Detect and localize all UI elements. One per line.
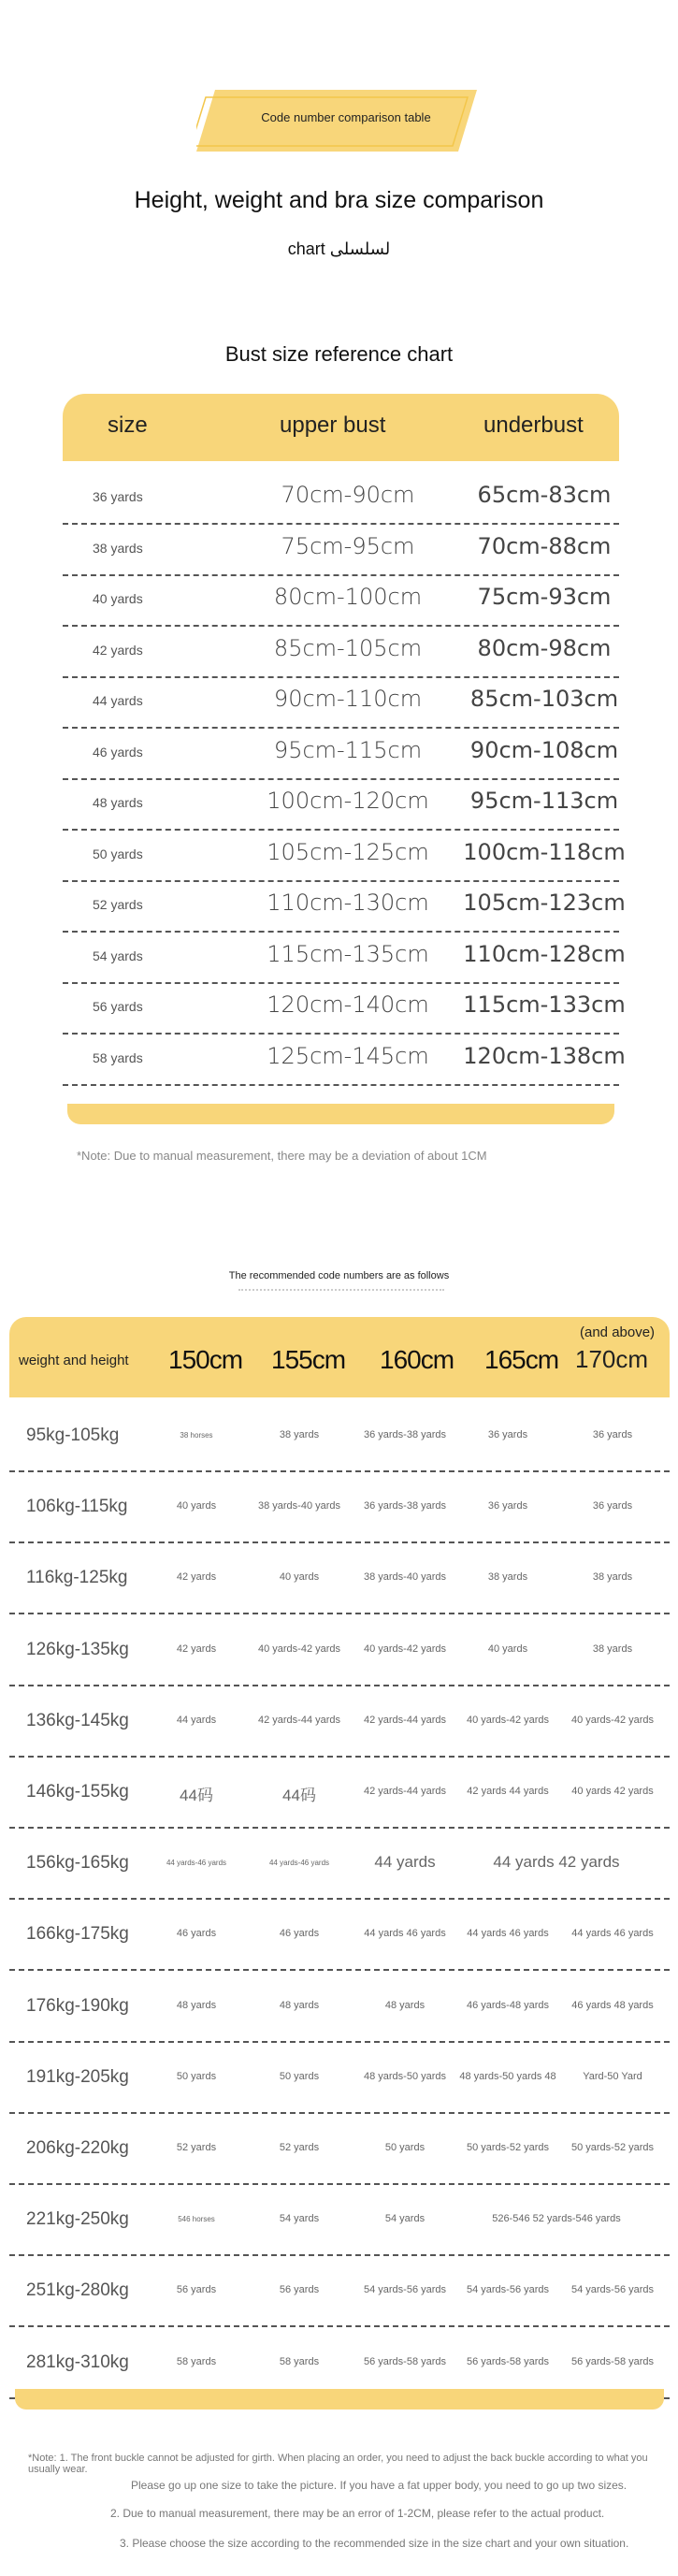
recommend-table-header — [9, 1317, 670, 1397]
height-155: 155cm — [271, 1345, 346, 1374]
size-recommendation-cell: 36 yards — [592, 1500, 633, 1512]
size-recommendation-cell: 52 yards — [176, 2142, 217, 2153]
underbust-cell: 90cm-108cm — [469, 736, 619, 763]
size-recommendation-cell: 50 yards-52 yards — [466, 2142, 550, 2153]
weight-cell: 156kg-165kg — [26, 1853, 129, 1874]
size-cell: 48 yards — [93, 795, 143, 810]
size-recommendation-cell: 50 yards — [176, 2070, 217, 2082]
size-recommendation-cell: 40 yards — [487, 1643, 528, 1655]
recommend-table-row — [9, 1470, 670, 1543]
underbust-cell: 105cm-123cm — [463, 890, 626, 916]
height-150: 150cm — [168, 1345, 243, 1374]
size-recommendation-cell: 526-546 52 yards-546 yards — [492, 2213, 621, 2225]
weight-cell: 281kg-310kg — [26, 2352, 129, 2372]
recommend-table-row — [9, 1970, 670, 2043]
col-size: size — [108, 412, 148, 438]
size-recommendation-cell: 44 yards 46 yards — [467, 1928, 549, 1940]
bust-table-row — [63, 1034, 626, 1086]
size-recommendation-cell: 46 yards 48 yards — [571, 1999, 654, 2011]
weight-cell: 176kg-190kg — [26, 1995, 129, 2016]
bust-table-row — [63, 676, 619, 729]
size-recommendation-cell: 44 yards-46 yards — [166, 1859, 227, 1868]
size-cell: 52 yards — [93, 897, 143, 912]
size-recommendation-cell: 52 yards — [279, 2142, 320, 2153]
ribbon-title: Code number comparison table — [261, 110, 431, 124]
size-recommendation-cell: 42 yards-44 yards — [363, 1786, 447, 1797]
size-recommendation-cell: 38 yards — [592, 1571, 633, 1584]
bust-table-row — [63, 932, 626, 984]
size-recommendation-cell: 44 yards 42 yards — [493, 1853, 620, 1872]
note-1: *Note: 1. The front buckle cannot be adjusted for girth. When placing an order, you need to adjust the back buckle according to what you usually wear. — [28, 2453, 648, 2475]
weight-cell: 146kg-155kg — [26, 1782, 129, 1802]
weight-cell: 221kg-250kg — [26, 2209, 129, 2230]
weight-cell: 126kg-135kg — [26, 1639, 129, 1659]
size-recommendation-cell: 54 yards-56 yards — [363, 2284, 447, 2296]
recommend-table-row — [9, 1614, 670, 1686]
upper-bust-cell: 85cm-105cm — [273, 634, 423, 661]
recommend-table-row — [9, 1399, 670, 1472]
size-cell: 42 yards — [93, 642, 143, 658]
size-recommendation-cell: 48 yards — [279, 1999, 320, 2011]
size-cell: 38 yards — [93, 540, 143, 556]
underbust-cell: 110cm-128cm — [463, 940, 626, 967]
weight-cell: 166kg-175kg — [26, 1924, 129, 1945]
weight-cell: 206kg-220kg — [26, 2138, 129, 2158]
note-1-cont: Please go up one size to take the picture. If you have a fat upper body, you need to go up two sizes. — [131, 2479, 628, 2492]
recommend-table-row — [9, 2112, 670, 2185]
size-cell: 36 yards — [93, 489, 143, 504]
size-recommendation-cell: 54 yards-56 yards — [466, 2284, 550, 2296]
size-recommendation-cell: 56 yards-58 yards — [466, 2355, 550, 2367]
upper-bust-cell: 80cm-100cm — [273, 584, 423, 610]
bust-table-row — [63, 728, 619, 780]
height-170: 170cm — [575, 1345, 649, 1373]
bust-table-row — [63, 626, 619, 678]
size-recommendation-cell: 44 yards — [374, 1853, 436, 1872]
size-recommendation-cell: Yard-50 Yard — [583, 2070, 642, 2082]
weight-cell: 116kg-125kg — [26, 1568, 128, 1588]
size-recommendation-cell: 56 yards — [176, 2284, 217, 2296]
upper-bust-cell: 90cm-110cm — [273, 686, 423, 712]
bust-note: *Note: Due to manual measurement, there may be a deviation of about 1CM — [77, 1149, 487, 1163]
underbust-cell: 65cm-83cm — [477, 482, 612, 508]
weight-cell: 136kg-145kg — [26, 1710, 129, 1730]
size-recommendation-cell: 42 yards-44 yards — [257, 1714, 341, 1726]
size-cell: 44 yards — [93, 693, 143, 708]
weight-height-label: weight and height — [19, 1353, 129, 1368]
underbust-cell: 120cm-138cm — [463, 1042, 626, 1069]
size-recommendation-cell: 48 yards — [384, 1999, 426, 2011]
size-recommendation-cell: 42 yards — [176, 1643, 217, 1655]
size-recommendation-cell: 46 yards-48 yards — [466, 1999, 550, 2011]
size-recommendation-cell: 546 horses — [178, 2215, 215, 2224]
recommend-title: The recommended code numbers are as follows — [228, 1270, 450, 1281]
size-cell: 58 yards — [93, 1049, 143, 1065]
recommend-table-row — [9, 1827, 670, 1900]
underbust-cell: 70cm-88cm — [477, 532, 612, 559]
underbust-cell: 85cm-103cm — [469, 686, 619, 712]
size-recommendation-cell: 40 yards-42 yards — [257, 1643, 341, 1655]
weight-cell: 95kg-105kg — [26, 1425, 120, 1445]
height-165: 165cm — [484, 1345, 559, 1374]
note-3: 3. Please choose the size according to the recommended size in the size chart and your own situation. — [120, 2537, 629, 2550]
bust-table-row — [63, 830, 626, 882]
size-recommendation-cell: 54 yards — [384, 2213, 426, 2225]
upper-bust-cell: 75cm-95cm — [281, 532, 415, 559]
upper-bust-cell: 120cm-140cm — [267, 991, 429, 1018]
recommend-table-row — [9, 2326, 670, 2399]
note-2: 2. Due to manual measurement, there may be an error of 1-2CM, please refer to the actual product. — [110, 2507, 605, 2520]
bust-table-row — [63, 778, 619, 831]
bust-table-header — [63, 394, 619, 461]
size-recommendation-cell: 36 yards-38 yards — [363, 1500, 447, 1512]
upper-bust-cell: 110cm-130cm — [267, 890, 429, 916]
size-recommendation-cell: 48 yards-50 yards — [363, 2070, 447, 2082]
size-recommendation-cell: 44码 — [282, 1787, 316, 1804]
size-recommendation-cell: 56 yards — [279, 2284, 320, 2296]
and-above-label: (and above) — [580, 1324, 656, 1340]
recommend-table-row — [9, 1756, 670, 1829]
weight-cell: 191kg-205kg — [26, 2066, 129, 2087]
recommend-table-footer — [15, 2389, 664, 2410]
recommend-table-row — [9, 2254, 670, 2327]
recommend-table-row — [9, 1685, 670, 1758]
size-recommendation-cell: 58 yards — [279, 2355, 320, 2367]
size-recommendation-cell: 44 yards 46 yards — [571, 1928, 654, 1940]
size-recommendation-cell: 40 yards — [176, 1500, 217, 1512]
size-recommendation-cell: 48 yards — [176, 1999, 217, 2011]
upper-bust-cell: 125cm-145cm — [267, 1042, 429, 1069]
size-recommendation-cell: 36 yards — [592, 1429, 633, 1440]
size-recommendation-cell: 36 yards — [487, 1500, 528, 1512]
size-cell: 56 yards — [93, 999, 143, 1014]
size-recommendation-cell: 46 yards — [176, 1928, 217, 1940]
size-recommendation-cell: 38 yards — [592, 1643, 633, 1655]
bust-table-footer — [67, 1104, 614, 1124]
size-recommendation-cell: 50 yards — [279, 2070, 320, 2082]
recommend-table-row — [9, 2183, 670, 2256]
size-recommendation-cell: 38 yards-40 yards — [257, 1500, 341, 1512]
upper-bust-cell: 70cm-90cm — [281, 482, 415, 508]
size-recommendation-cell: 36 yards-38 yards — [363, 1429, 447, 1440]
size-recommendation-cell: 50 yards — [384, 2142, 426, 2153]
upper-bust-cell: 105cm-125cm — [267, 838, 429, 865]
page-title: Height, weight and bra size comparison — [134, 187, 544, 213]
size-recommendation-cell: 38 yards — [487, 1571, 528, 1584]
size-recommendation-cell: 44 yards-46 yards — [268, 1859, 330, 1868]
size-recommendation-cell: 42 yards-44 yards — [363, 1714, 447, 1726]
underbust-cell: 80cm-98cm — [477, 634, 612, 661]
size-recommendation-cell: 44 yards — [176, 1714, 217, 1726]
decorative-divider — [238, 1289, 444, 1293]
size-recommendation-cell: 42 yards — [176, 1571, 217, 1584]
size-recommendation-cell: 56 yards-58 yards — [570, 2355, 655, 2367]
bust-table-row — [63, 982, 626, 1035]
page-subtitle: chart لسلسلى — [287, 239, 391, 258]
bust-table-row — [63, 880, 626, 933]
col-upper-bust: upper bust — [280, 412, 386, 438]
size-cell: 46 yards — [93, 744, 143, 760]
weight-cell: 251kg-280kg — [26, 2280, 129, 2301]
size-recommendation-cell: 38 yards-40 yards — [363, 1571, 447, 1584]
upper-bust-cell: 100cm-120cm — [267, 788, 429, 814]
size-recommendation-cell: 44 yards 46 yards — [364, 1928, 446, 1940]
recommend-table-row — [9, 2041, 670, 2114]
size-recommendation-cell: 56 yards-58 yards — [363, 2355, 447, 2367]
upper-bust-cell: 115cm-135cm — [267, 940, 429, 967]
recommend-table-row — [9, 1898, 670, 1971]
size-recommendation-cell: 54 yards — [279, 2213, 320, 2225]
size-recommendation-cell: 36 yards — [487, 1429, 528, 1440]
size-cell: 50 yards — [93, 846, 143, 861]
size-recommendation-cell: 38 horses — [180, 1431, 213, 1440]
bust-table-row — [63, 472, 619, 525]
size-cell: 40 yards — [93, 591, 143, 606]
size-cell: 54 yards — [93, 948, 143, 963]
weight-cell: 106kg-115kg — [26, 1497, 128, 1517]
size-recommendation-cell: 42 yards 44 yards — [467, 1786, 549, 1797]
height-160: 160cm — [380, 1345, 454, 1374]
underbust-cell: 95cm-113cm — [469, 788, 619, 814]
underbust-cell: 100cm-118cm — [463, 838, 626, 865]
size-recommendation-cell: 40 yards-42 yards — [466, 1714, 550, 1726]
col-underbust: underbust — [483, 412, 584, 438]
underbust-cell: 75cm-93cm — [477, 584, 612, 610]
size-recommendation-cell: 50 yards-52 yards — [570, 2142, 655, 2153]
bust-table-row — [63, 524, 619, 576]
underbust-cell: 115cm-133cm — [463, 991, 626, 1018]
recommend-table-row — [9, 1541, 670, 1614]
upper-bust-cell: 95cm-115cm — [273, 736, 423, 763]
size-recommendation-cell: 44码 — [180, 1787, 213, 1804]
size-recommendation-cell: 54 yards-56 yards — [570, 2284, 655, 2296]
size-recommendation-cell: 40 yards 42 yards — [571, 1786, 654, 1797]
size-recommendation-cell: 38 yards — [279, 1429, 320, 1440]
size-recommendation-cell: 58 yards — [176, 2355, 217, 2367]
bust-chart-title: Bust size reference chart — [224, 342, 454, 366]
size-recommendation-cell: 46 yards — [279, 1928, 320, 1940]
size-recommendation-cell: 40 yards — [279, 1571, 320, 1584]
size-recommendation-cell: 40 yards-42 yards — [570, 1714, 655, 1726]
bust-table-row — [63, 574, 619, 627]
size-recommendation-cell: 40 yards-42 yards — [363, 1643, 447, 1655]
size-recommendation-cell: 48 yards-50 yards 48 — [459, 2070, 556, 2082]
